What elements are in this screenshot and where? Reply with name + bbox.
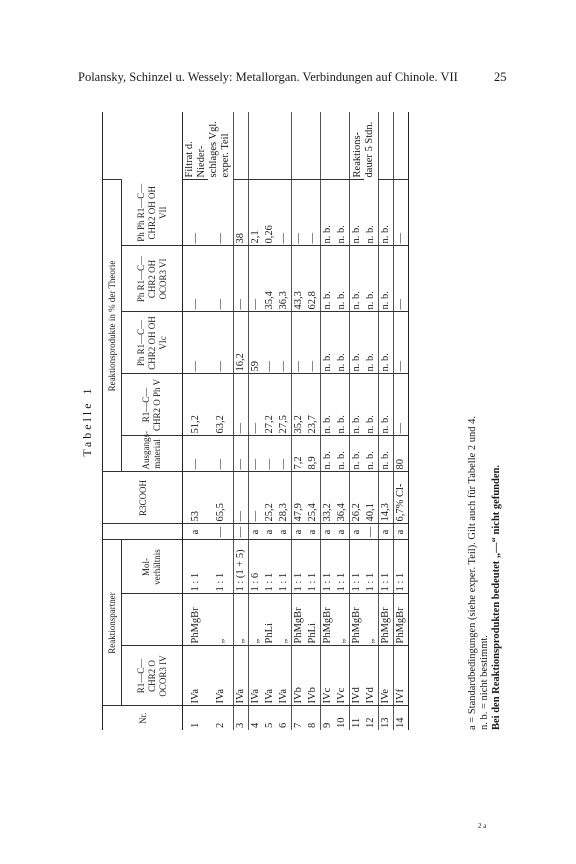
cell-v: — [234,374,249,436]
cell-mol: 1 : 1 [277,540,292,594]
cell-nr: 11 [350,706,365,730]
cell-ausgang: — [249,436,264,472]
cell-remark: Filtrat d. Nieder-schlages Vgl. exper. Teil [183,112,234,180]
cell-nr: 5 [263,706,277,730]
running-header [0,70,576,90]
cell-vic: — [277,312,292,374]
cell-vi: — [394,246,409,312]
cell-v: 27,5 [277,374,292,436]
cell-ausgang: 7,2 [292,436,307,472]
cell-iv: IVc [321,646,336,706]
cell-mol: 1 : 1 [364,540,379,594]
col-vii-header: Ph Ph R1—C—CHR2 OH OH VII [122,180,183,246]
cell-remark [263,112,277,180]
cell-reagent: „ [277,594,292,646]
cell-ausgang: — [183,436,209,472]
cell-vii: — [214,232,226,244]
cell-acid: 47,9 [292,472,307,524]
cell-cond: a [306,524,321,540]
cell-cond: a [183,524,209,540]
cell-cond: a [335,524,350,540]
col-acid-header: R3COOH [103,472,183,524]
table-row [306,112,321,730]
cell-reagent: „ [335,594,350,646]
cell-nr: 8 [306,706,321,730]
cell-remark [249,112,264,180]
col-cond-header [103,524,183,540]
cell-vii: — [183,180,209,246]
footnote-nb: n. b. = nicht bestimmt. [479,635,490,730]
cell-vi: n. b. [364,246,379,312]
cell-ausgang: — [208,436,234,472]
cell-iv: IVb [306,646,321,706]
cell-iv: IVa [208,646,234,706]
cell-cond: a [249,524,264,540]
rotated-content [72,112,512,730]
cell-nr: 3 [234,706,249,730]
cell-vic: n. b. [321,312,336,374]
cell-v: 63,2 [208,374,234,436]
cell-acid: 25,4 [306,472,321,524]
cell-vic: n. b. [379,312,394,374]
table-caption: Tabelle 1 [80,385,94,457]
cell-iv: IVf [394,646,409,706]
cell-acid: 26,2 [350,472,365,524]
cell-cond: a [263,524,277,540]
cell-iv: IVb [292,646,307,706]
cell-acid: 25,2 [263,472,277,524]
cell-remark [292,112,307,180]
cell-mol: 1 : 1 [321,540,336,594]
table-row [292,112,307,730]
cell-vii: 2,1 [249,180,264,246]
cell-nr: 14 [394,706,409,730]
cell-nr: 9 [321,706,336,730]
col-vic-header: Ph R1—C—CHR2 OH OH VIc [122,312,183,374]
table-row [234,112,249,730]
cell-iv: IVa [249,646,264,706]
cell-acid: 6,7% Cl- [394,472,409,524]
cell-reagent: PhLi [263,594,277,646]
cell-vi: n. b. [379,246,394,312]
cell-vi: n. b. [335,246,350,312]
cell-vic: n. b. [350,312,365,374]
cell-cond: a [321,524,336,540]
cell-nr: 4 [249,706,264,730]
cell-reagent: PhMgBr [321,594,336,646]
cell-acid: 40,1 [364,472,379,524]
cell-cond: — [364,524,379,540]
cell-reagent: „ [364,594,379,646]
cell-ausgang: 80 [394,436,409,472]
cell-mol: 1 : 1 [394,540,409,594]
cell-mol: 1 : 1 [263,540,277,594]
cell-v: n. b. [350,374,365,436]
cell-nr: 1 [183,706,209,730]
col-vi-header: Ph R1—C—CHR2 OH OCOR3 VI [122,246,183,312]
cell-ausgang: — [234,436,249,472]
cell-vii: — [277,180,292,246]
cell-remark [321,112,336,180]
cell-iv: IVa [263,646,277,706]
cell-ausgang: — [277,436,292,472]
cell-acid: 36,4 [335,472,350,524]
cell-mol: 1 : 1 [335,540,350,594]
cell-mol: 1 : 1 [292,540,307,594]
table-row [321,112,336,730]
cell-ausgang: 8,9 [306,436,321,472]
table-row [277,112,292,730]
cell-acid: — [249,472,264,524]
cell-nr: 13 [379,706,394,730]
cell-ausgang: n. b. [379,436,394,472]
cell-vic: — [306,312,321,374]
cell-iv: IVa [277,646,292,706]
cell-iv: IVd [364,646,379,706]
cell-vi: 43,3 [292,246,307,312]
cell-reagent: PhMgBr [350,594,365,646]
cell-cond: a [394,524,409,540]
cell-vii: — [292,180,307,246]
cell-vi: — [249,246,264,312]
cell-nr: 6 [277,706,292,730]
cell-ausgang: — [263,436,277,472]
cell-cond: a [292,524,307,540]
cell-vii: n. b. [379,180,394,246]
cell-nr: 10 [335,706,350,730]
cell-mol: 1 : 1 [350,540,365,594]
col-v-header: R1—C—CHR2 O Ph V [122,374,183,436]
cell-vic: n. b. [335,312,350,374]
cell-ausgang: n. b. [321,436,336,472]
table-row [249,112,264,730]
cell-cond: — [208,524,234,540]
results-table [102,112,409,730]
cell-remark [277,112,292,180]
cell-vic: — [263,312,277,374]
cell-reagent: PhMgBr [292,594,307,646]
cell-vii: — [306,180,321,246]
cell-vi: 36,3 [277,246,292,312]
cell-reagent: „ [208,594,234,646]
cell-nr: 2 [208,706,234,730]
cell-iv: IVc [335,646,350,706]
cell-v: 35,2 [292,374,307,436]
cell-cond: a [379,524,394,540]
group-reaktionspartner: Reaktionspartner [103,540,122,706]
table-row [394,112,409,730]
cell-cond: a [277,524,292,540]
table-footnotes [467,112,503,730]
cell-acid: 33,2 [321,472,336,524]
cell-mol: 1 : 1 [183,540,209,594]
cell-vii: n. b. [365,225,376,244]
cell-iv: IVa [183,646,209,706]
table-row [208,112,234,730]
cell-vi: 62,8 [306,246,321,312]
cell-vi: n. b. [350,246,365,312]
cell-acid: 65,5 [208,472,234,524]
cell-v: — [249,374,264,436]
cell-acid: — [234,472,249,524]
footnote-a: a = Standardbedingungen (siehe exper. Teil). Gilt auch für Tabelle 2 und 4. [467,415,478,730]
cell-reagent: „ [249,594,264,646]
cell-vi: 35,4 [263,246,277,312]
cell-remark [379,112,394,180]
cell-cond: a [350,524,365,540]
cell-vi: — [208,246,234,312]
cell-vic: — [183,312,209,374]
cell-v: 27,2 [263,374,277,436]
table-row [364,112,379,730]
table-row [379,112,394,730]
cell-nr: 7 [292,706,307,730]
cell-mol: 1 : 6 [249,540,264,594]
col-reagent-header [122,594,183,646]
cell-mol: 1 : 1 [208,540,234,594]
cell-vic: — [292,312,307,374]
cell-acid: 28,3 [277,472,292,524]
cell-vi: n. b. [321,246,336,312]
running-header-title: Polansky, Schinzel u. Wessely: Metallorgan. Verbindungen auf Chinole. VII [78,70,458,84]
page-number: 25 [494,70,507,84]
cell-remark [306,112,321,180]
cell-acid: 53 [183,472,209,524]
cell-v: n. b. [321,374,336,436]
cell-vii: — [394,180,409,246]
cell-reagent: „ [234,594,249,646]
cell-remark: Reaktions-dauer 5 Stdn. [350,112,379,180]
cell-iv: IVd [350,646,365,706]
cell-vic: — [208,312,234,374]
cell-vii: 0,26 [263,180,277,246]
col-ausgang-header: Ausgangs-material [122,436,183,472]
cell-vic: — [394,312,409,374]
cell-reagent: PhMgBr [183,594,209,646]
cell-acid: 14,3 [379,472,394,524]
cell-mol: 1 : 1 [306,540,321,594]
table-row [350,112,365,730]
cell-vii: 38 [234,180,249,246]
cell-ausgang: n. b. [350,436,365,472]
table-row [335,112,350,730]
cell-v: n. b. [364,374,379,436]
cell-reagent: PhLi [306,594,321,646]
cell-v: n. b. [379,374,394,436]
cell-iv: IVe [379,646,394,706]
col-mol-header: Mol-verhältnis [122,540,183,594]
cell-reagent: PhMgBr [394,594,409,646]
rotated-table-region [72,112,512,730]
table-body [183,112,409,730]
group-produkte: Reaktionsprodukte in % der Theorie [103,180,122,472]
cell-v: 23,7 [306,374,321,436]
col-iv-header: R1—C—CHR2 O OCOR3 IV [122,646,183,706]
table-row [263,112,277,730]
cell-v: n. b. [335,374,350,436]
cell-nr: 12 [364,706,379,730]
cell-vii: n. b. [350,180,365,246]
cell-vii: n. b. [321,180,336,246]
cell-mol: 1 : 1 [379,540,394,594]
cell-ausgang: n. b. [364,436,379,472]
cell-vi: — [183,246,209,312]
cell-reagent: PhMgBr [379,594,394,646]
cell-remark [394,112,409,180]
cell-ausgang: n. b. [335,436,350,472]
cell-remark [335,112,350,180]
cell-v: 51,2 [183,374,209,436]
cell-remark [234,112,249,180]
cell-vic: n. b. [364,312,379,374]
col-nr-header: Nr. [103,706,183,730]
table-row [183,112,209,730]
footnote-dash: Bei den Reaktionsprodukten bedeutet „—“ nicht gefunden. [491,465,502,730]
cell-vii: n. b. [335,180,350,246]
cell-vic: 16,2 [234,312,249,374]
cell-iv: IVa [234,646,249,706]
cell-cond: — [234,524,249,540]
cell-vi: — [234,246,249,312]
cell-mol: 1 : (1 + 5) [234,540,249,594]
signature-mark: 2 a [478,822,487,830]
col-remark-header [103,112,183,180]
cell-vic: 59 [249,312,264,374]
cell-v: — [394,374,409,436]
